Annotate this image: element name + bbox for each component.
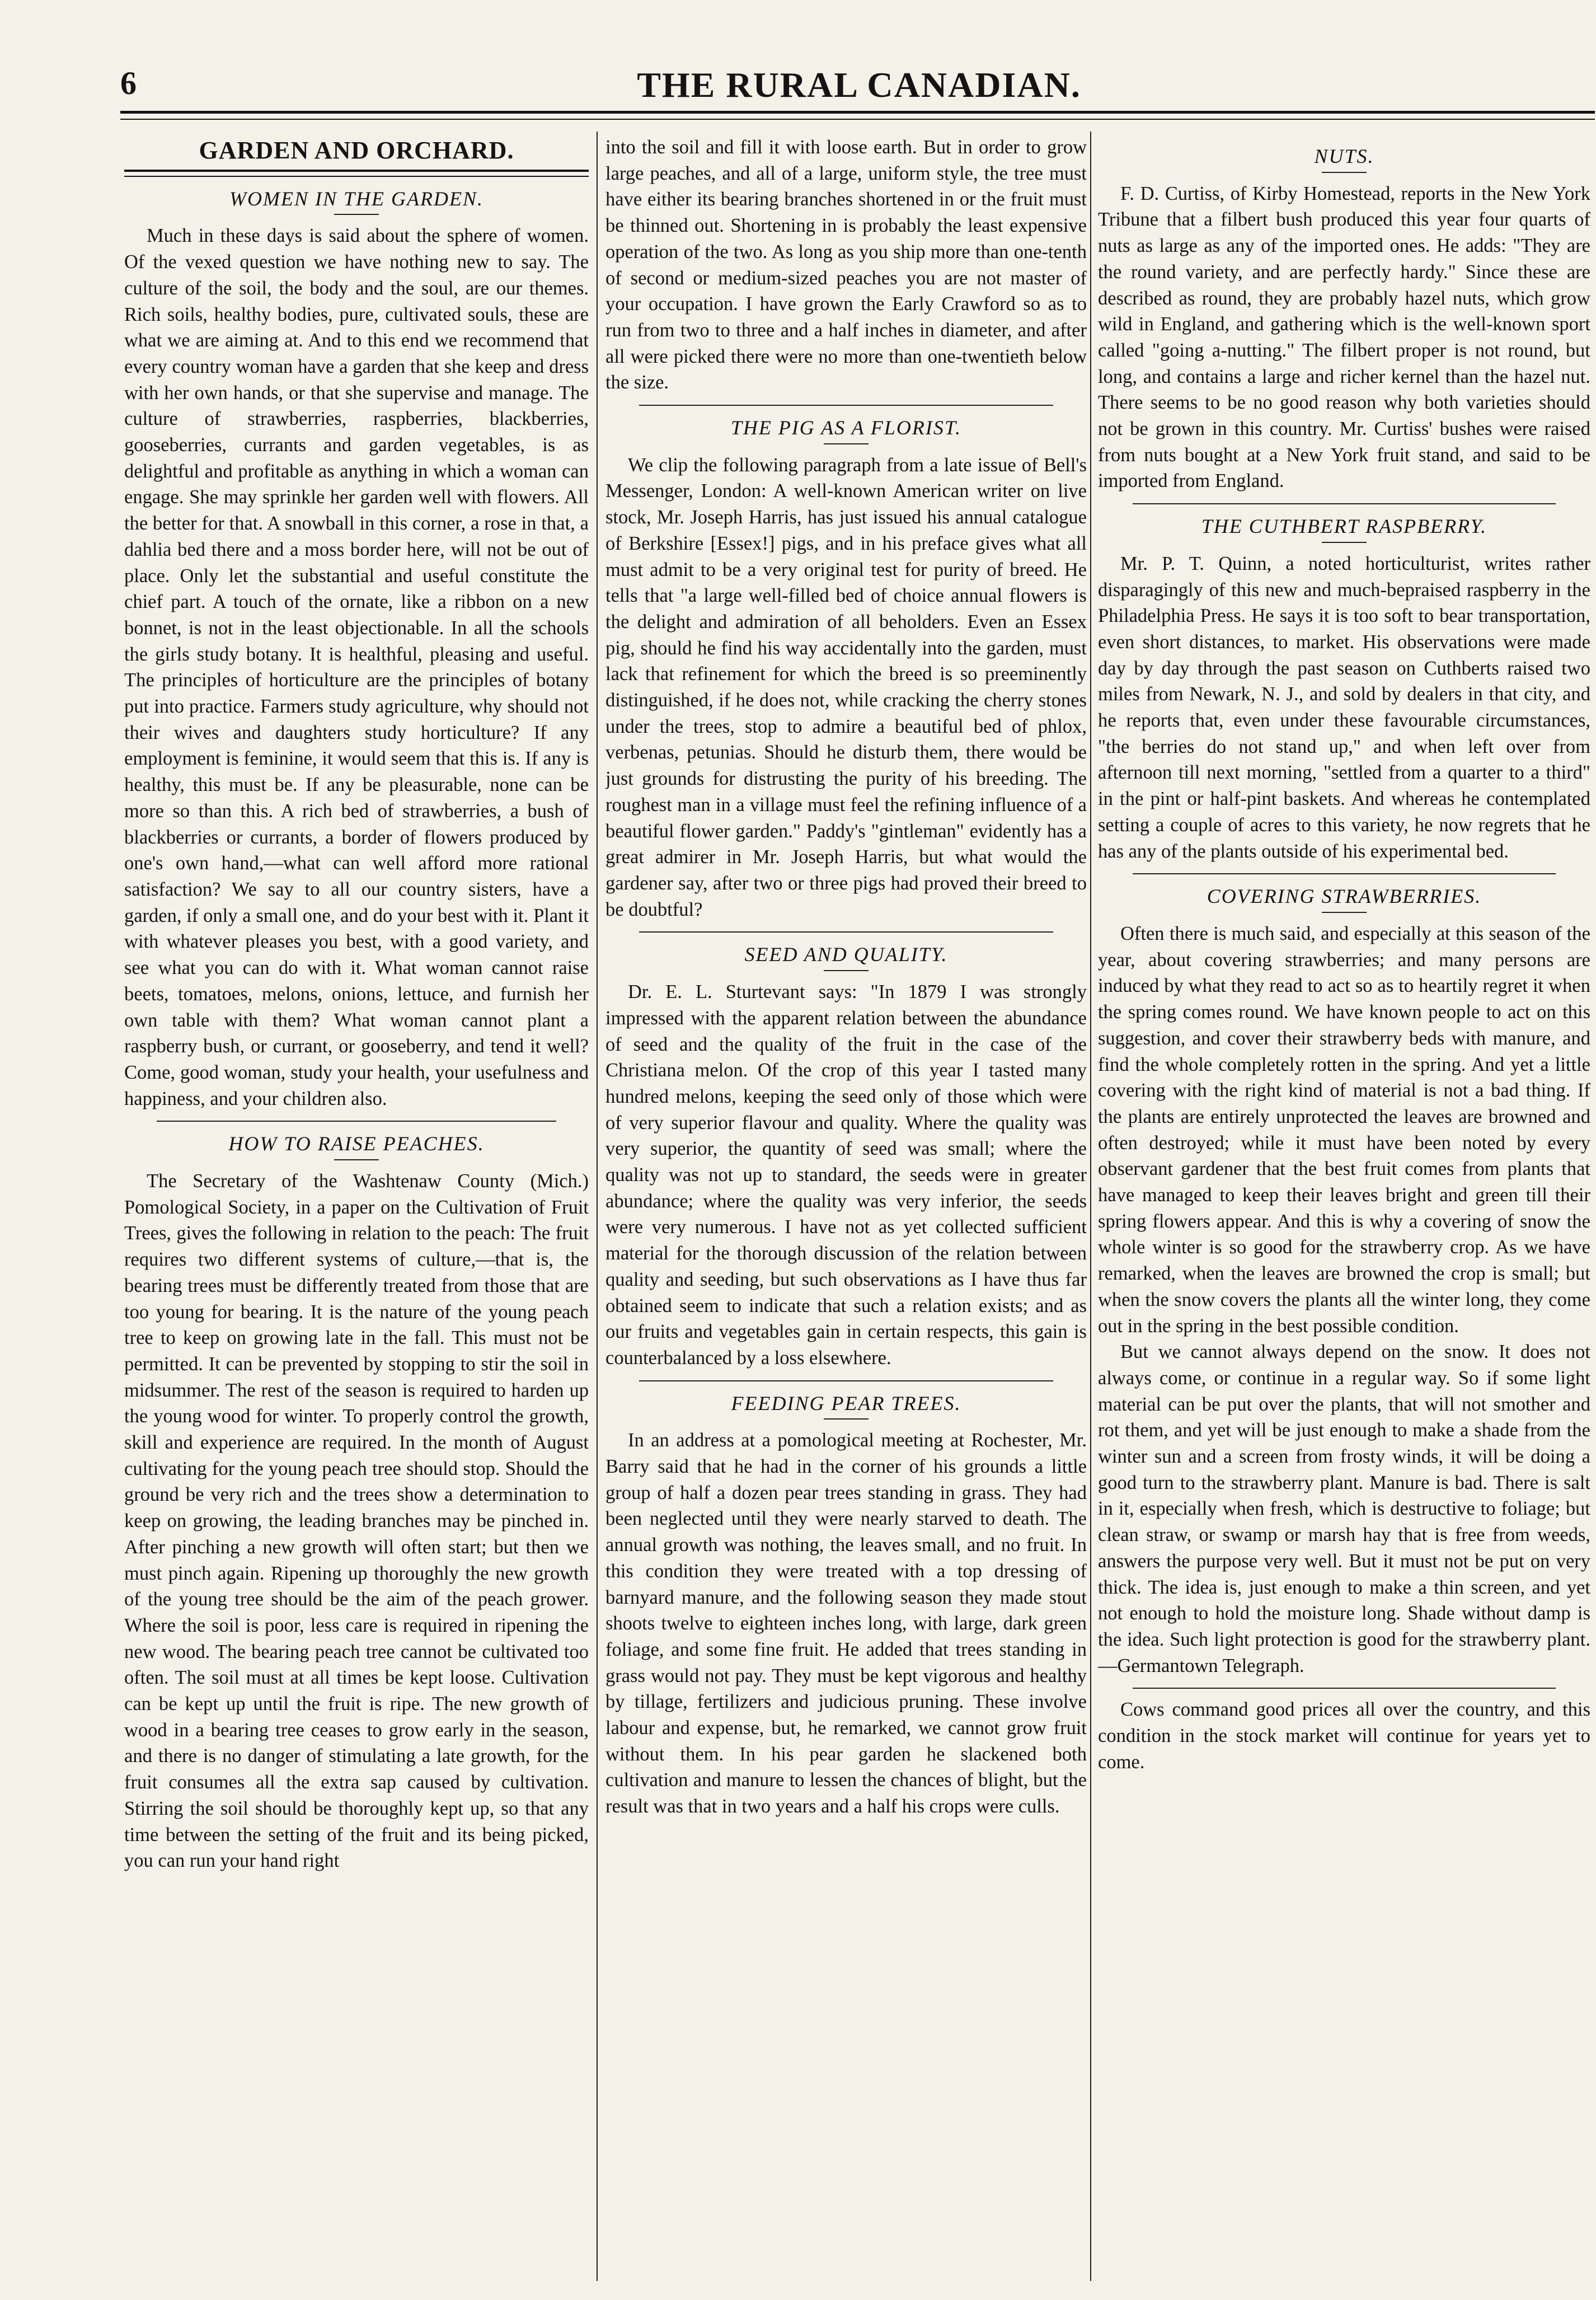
article-separator <box>1133 1688 1556 1689</box>
title-rule <box>1322 172 1367 173</box>
article-body-seed: Dr. E. L. Sturtevant says: "In 1879 I was strongly impressed with the apparent relation between the abundance of seed and the quality of the fruit in the case of the Christiana melon. Of the crop of this year I tasted many hundred melons, keeping the seed only of those which were of very superior flavour and quality. Where the quality was very superior, the quantity of seed was small; where the quality was not up to standard, the seeds were in greater abundance; where the quality was very inferior, the seeds were very numerous. I have not as yet collected sufficient material for the thorough discussion of the relation between quality and seeding, but such observations as I have thus far obtained seem to indicate that such a relation exists; and as our fruits and vegetables gain in certain respects, this gain is counterbalanced by a loss elsewhere. <box>605 981 1087 1369</box>
article-title-pig: THE PIG AS A FLORIST. <box>730 416 962 439</box>
title-rule <box>1322 912 1367 913</box>
article-separator <box>639 931 1053 933</box>
article-title-women: WOMEN IN THE GARDEN. <box>229 187 484 210</box>
article-title-cuthbert: THE CUTHBERT RASPBERRY. <box>1201 515 1487 538</box>
title-rule <box>1322 542 1367 543</box>
article-body-cows: Cows command good prices all over the country, and this condition in the stock market will continue for years yet to come. <box>1098 1699 1590 1773</box>
column-divider <box>597 132 598 2281</box>
article-body-pear: In an address at a pomological meeting at Rochester, Mr. Barry said that he had in the corner of his grounds a little group of half a dozen pear trees standing in grass. They had been neglected until they were nearly starved to death. The annual growth was nothing, the leaves small, and no fruit. In this condition they were treated with a top dressing of barnyard manure, and the following season they made stout shoots twelve to eighteen inches long, with large, dark green foliage, and some fine fruit. He added that trees standing in grass would not pay. They must be kept vigorous and healthy by tillage, fertilizers and judicious pruning. These involve labour and expense, but, he remarked, we cannot grow fruit without them. In his pear garden he slackened both cultivation and manure to lessen the chances of blight, but the result was that in two years and a half his crops were culls. <box>605 1430 1087 1817</box>
article-title-nuts: NUTS. <box>1314 145 1374 167</box>
article-body-peaches-continued: into the soil and fill it with loose earth. But in order to grow large peaches, and all of a large, uniform style, the tree must have either its bearing branches shortened in or the fruit must be thinned out. Shortening in is probably the least expensive operation of the two. As long as you ship more than one-tenth of second or medium-sized peaches you are not master of your occupation. I have grown the Early Crawford so as to run from two to three and a half inches in diameter, and after all were picked there were no more than one-twentieth below the size. <box>605 137 1087 394</box>
department-rule <box>124 170 589 177</box>
article-separator <box>1133 873 1556 874</box>
article-body-pig: We clip the following paragraph from a late issue of Bell's Messenger, London: A well-known American writer on live stock, Mr. Joseph Harris, has just issued his annual catalogue of Berkshire [Essex!] pigs, and in his preface gives what all must admit to be a very original test for purity of breed. He tells that "a large well-filled bed of choice annual flowers is the delight and admiration of all beholders. Even an Essex pig, should he find his way accidentally into the garden, must lack that refinement for which the breed is so preeminently distinguished, if he does not, while cracking the cherry stones under the trees, stop to admire a beautiful bed of phlox, verbenas, petunias. Should he disturb them, there would be just grounds for distrusting the purity of his breeding. The roughest man in a village must feel the refining influence of a beautiful flower garden." Paddy's "gintleman" evidently has a great admirer in Mr. Joseph Harris, but what would the gardener say, after two or three pigs had proved their breed to be doubtful? <box>605 454 1087 920</box>
article-separator <box>1133 503 1556 504</box>
article-separator <box>639 405 1053 406</box>
article-body-nuts: F. D. Curtiss, of Kirby Homestead, reports in the New York Tribune that a filbert bush produced this year four quarts of nuts as large as any of the imported ones. He adds: "They are the round variety, and are perfectly hardy." Since these are described as round, they are probably hazel nuts, which grow wild in England, and gathering which is the well-known sport called "going a-nutting." The filbert proper is not round, but long, and contains a large and richer kernel than the hazel nut. There seems to be no good reason why both varieties should not be grown in this country. Mr. Curtiss' bushes were raised from nuts bought at a New York fruit stand, and said to be imported from England. <box>1098 182 1590 492</box>
article-body-women: Much in these days is said about the sphere of women. Of the vexed question we have nothing new to say. The culture of the soil, the body and the soul, are our themes. Rich soils, healthy bodies, pure, cultivated souls, these are what we are aiming at. And to this end we recommend that every country woman have a garden that she keep and dress with her own hands, or that she supervise and manage. The culture of strawberries, raspberries, blackberries, gooseberries, currants and garden vegetables, is as delightful and profitable as anything in which a woman can engage. She may sprinkle her garden well with flowers. All the better for that. A snowball in this corner, a rose in that, a dahlia bed there and a moss border here, will not be out of place. Only let the substantial and useful constitute the chief part. A touch of the ornate, like a ribbon on a new bonnet, is not in the least objectionable. In all the schools the girls study botany. It is healthful, pleasing and useful. The principles of horticulture are the principles of botany put into practice. Farmers study agriculture, why should not their wives and daughters study horticulture? If any employment is feminine, it would seem that this is. If any is healthy, this must be. If any be pleasurable, none can be more so than this. A rich bed of strawberries, a bush of blackberries or currants, a border of flowers produced by one's own hand,—what can well afford more rational satisfaction? We say to all our country sisters, have a garden, if only a small one, and do your best with it. Plant it with whatever pleases you best, with a good variety, and see what you can do with it. What woman cannot raise beets, tomatoes, melons, onions, lettuce, and furnish her own table with them? What woman cannot plant a raspberry bush, or currant, or gooseberry, and tend it well? Come, good woman, study your health, your usefulness and happiness, and your children also. <box>124 225 589 1109</box>
article-body-cuthbert: Mr. P. T. Quinn, a noted horticulturist, writes rather disparagingly of this new and much-bepraised raspberry in the Philadelphia Press. He says it is too soft to bear transportation, even short distances, to market. His observations were made day by day through the past season on Cuthberts raised two miles from Newark, N. J., and sold by dealers in that city, and he reports that, even under these favourable circumstances, "the berries do not stand up," and when left over from afternoon till next morning, "settled from a quarter to a third" in the pint or half-pint baskets. And whereas he contemplated setting a couple of acres to this variety, he now regrets that he has any of the plants outside of his experimental bed. <box>1098 552 1590 862</box>
masthead-rule <box>120 111 1595 120</box>
masthead <box>120 64 1596 109</box>
article-separator <box>157 1121 556 1122</box>
article-body-covering-1: Often there is much said, and especially at this season of the year, about covering strawberries; and many persons are induced by what they read to act so as to heartily regret it when the spring comes round. We have known people to act on this suggestion, and cover their strawberry beds with manure, and find the whole completely rotten in the spring. And yet a little covering with the right kind of material is not a bad thing. If the plants are entirely unprotected the leaves are browned and often destroyed; while it must have been noted by every observant gardener that the best fruit comes from plants that have managed to keep their leaves bright and green till their spring flowers appear. And this is why a covering of snow the whole winter is so good for the strawberry crop. As we have remarked, when the leaves are browned the crop is small; but when the snow covers the plants all the winter long, they come out in the spring in the best possible condition. <box>1098 922 1590 1337</box>
title-rule <box>334 1159 379 1160</box>
title-rule <box>824 443 869 444</box>
article-body-covering-2: But we cannot always depend on the snow. It does not always come, or continue in a regular way. So if some light material can be put over the plants, that will not smother and rot them, and yet will be just enough to make a shade from the winter sun and a screen from frosty winds, it will be doing a good turn to the strawberry plant. Manure is bad. There is salt in it, especially when fresh, which is destructive to foliage; but clean straw, or swamp or marsh hay that is free from weeds, answers the purpose very well. But it must not be put on very thick. The idea is, just enough to make a thin screen, and yet not enough to hold the moisture long. Shade without damp is the idea. Such light protection is good for the strawberry plant.—Germantown Telegraph. <box>1098 1341 1590 1676</box>
article-title-covering: COVERING STRAWBERRIES. <box>1207 885 1482 908</box>
column-2 <box>605 134 1087 2278</box>
article-separator <box>639 1380 1053 1381</box>
article-title-pear: FEEDING PEAR TREES. <box>731 1392 961 1414</box>
title-rule <box>334 214 379 215</box>
article-body-peaches: The Secretary of the Washtenaw County (Mich.) Pomological Society, in a paper on the Cultivation of Fruit Trees, gives the following in relation to the peach: The fruit requires two different systems of culture,—that is, the bearing trees must be differently treated from those that are too young for bearing. It is the nature of the young peach tree to keep on growing late in the fall. This must not be permitted. It can be prevented by stopping to stir the soil in midsummer. The rest of the season is required to harden up the young wood for winter. To properly control the growth, skill and experience are required. In the month of August cultivating for the young peach tree should stop. Should the ground be very rich and the trees show a determination to keep on growing, the leading branches may be pinched in. After pinching a new growth will often start; but then we must pinch again. Ripening up thoroughly the new growth of the young tree should be the aim of the peach grower. Where the soil is poor, less care is required in ripening the new wood. The bearing peach tree cannot be cultivated too often. The soil must at all times be kept loose. Cultivation can be kept up until the fruit is ripe. The new growth of wood in a bearing tree ceases to grow early in the season, and there is no danger of stimulating a late growth, for the fruit consumes all the extra sap caused by cultivation. Stirring the soil should be thoroughly kept up, so that any time between the setting of the fruit and its being picked, you can run your hand right <box>124 1170 589 1872</box>
page-number: 6 <box>120 65 137 101</box>
title-rule <box>824 1418 869 1420</box>
newspaper-title: THE RURAL CANADIAN. <box>637 65 1081 105</box>
title-rule <box>824 970 869 971</box>
column-1 <box>124 134 589 2278</box>
department-heading: GARDEN AND ORCHARD. <box>199 137 514 164</box>
column-divider <box>1090 132 1091 2281</box>
article-title-peaches: HOW TO RAISE PEACHES. <box>228 1132 485 1155</box>
column-3 <box>1098 134 1590 2278</box>
article-title-seed: SEED AND QUALITY. <box>744 943 948 966</box>
